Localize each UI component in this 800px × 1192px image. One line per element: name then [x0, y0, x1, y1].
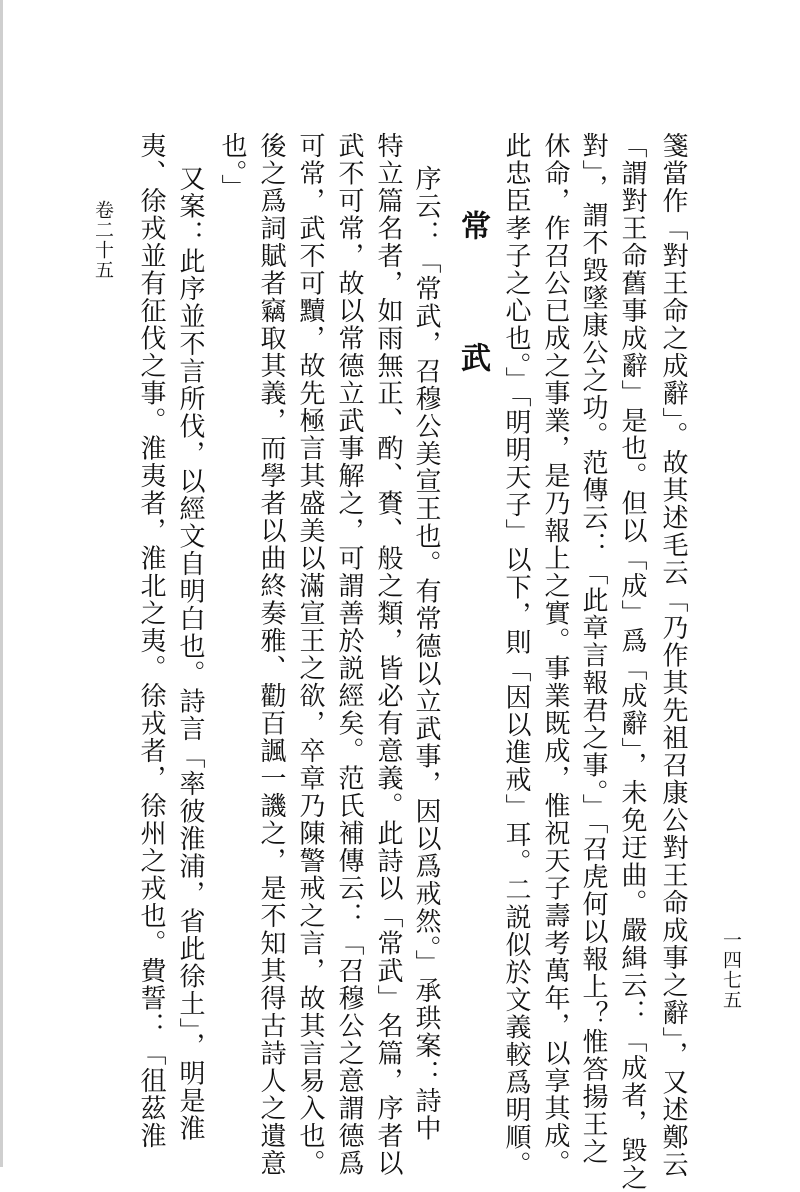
text-column-5: 此忠臣孝子之心也。」「明明天子」以下，則「因以進戒」耳。二説似於文義較爲明順。 — [501, 132, 531, 1179]
text-column-1: 箋當作「對王命之成辭」。故其述毛云「乃作其先祖召康公對王命成事之辭」，又述鄭云 — [658, 132, 688, 1179]
text-column-11: 後之爲詞賦者竊取其義，而學者以曲終奏雅、勸百諷一譏之，是不知其得古詩人之遺意 — [256, 132, 286, 1177]
text-column-13: 又案：此序並不言所伐，以經文自明白也。詩言「率彼淮浦，省此徐土」，明是淮 — [175, 165, 205, 1142]
volume-label: 卷二十五 — [92, 200, 114, 280]
text-column-14: 夷、徐戎並有征伐之事。淮夷者，淮北之夷。徐戎者，徐州之戎也。費誓：「徂茲淮 — [136, 132, 166, 1150]
page-number: 一四七五 — [720, 930, 742, 1010]
text-column-12: 也。」 — [217, 132, 247, 202]
text-column-8: 特立篇名者，如雨無正、酌、賚、般之類，皆必有意義。此詩以「常武」名篇，序者以 — [373, 132, 403, 1177]
text-column-9: 武不可常，故以常德立武事解之，可謂善於説經矣。范氏補傳云：「召穆公之意謂德爲 — [334, 132, 364, 1177]
text-column-4: 休命，作召公已成之事業，是乃報上之實。事業既成，惟祝天子壽考萬年，以享其成。 — [540, 132, 570, 1177]
text-column-7: 序云：「常武，召穆公美宣王也。有常德以立武事，因以爲戒然。」承珙案：詩中 — [411, 165, 441, 1142]
text-column-2: 「謂對王命舊事成辭」是也。但以「成」爲「成辭」，未免迂曲。嚴緝云：「成者，毀之 — [617, 132, 647, 1192]
section-heading: 常 武 — [455, 210, 490, 408]
text-column-10: 可常，武不可黷，故先極言其盛美以滿宣王之欲，卒章乃陳警戒之言，故其言易入也。 — [295, 132, 325, 1177]
text-column-3: 對」，謂不毀墜康公之功。范傳云：「此章言報君之事。」「召虎何以報上？惟答揚王之 — [578, 132, 608, 1166]
page-edge — [0, 0, 3, 1167]
